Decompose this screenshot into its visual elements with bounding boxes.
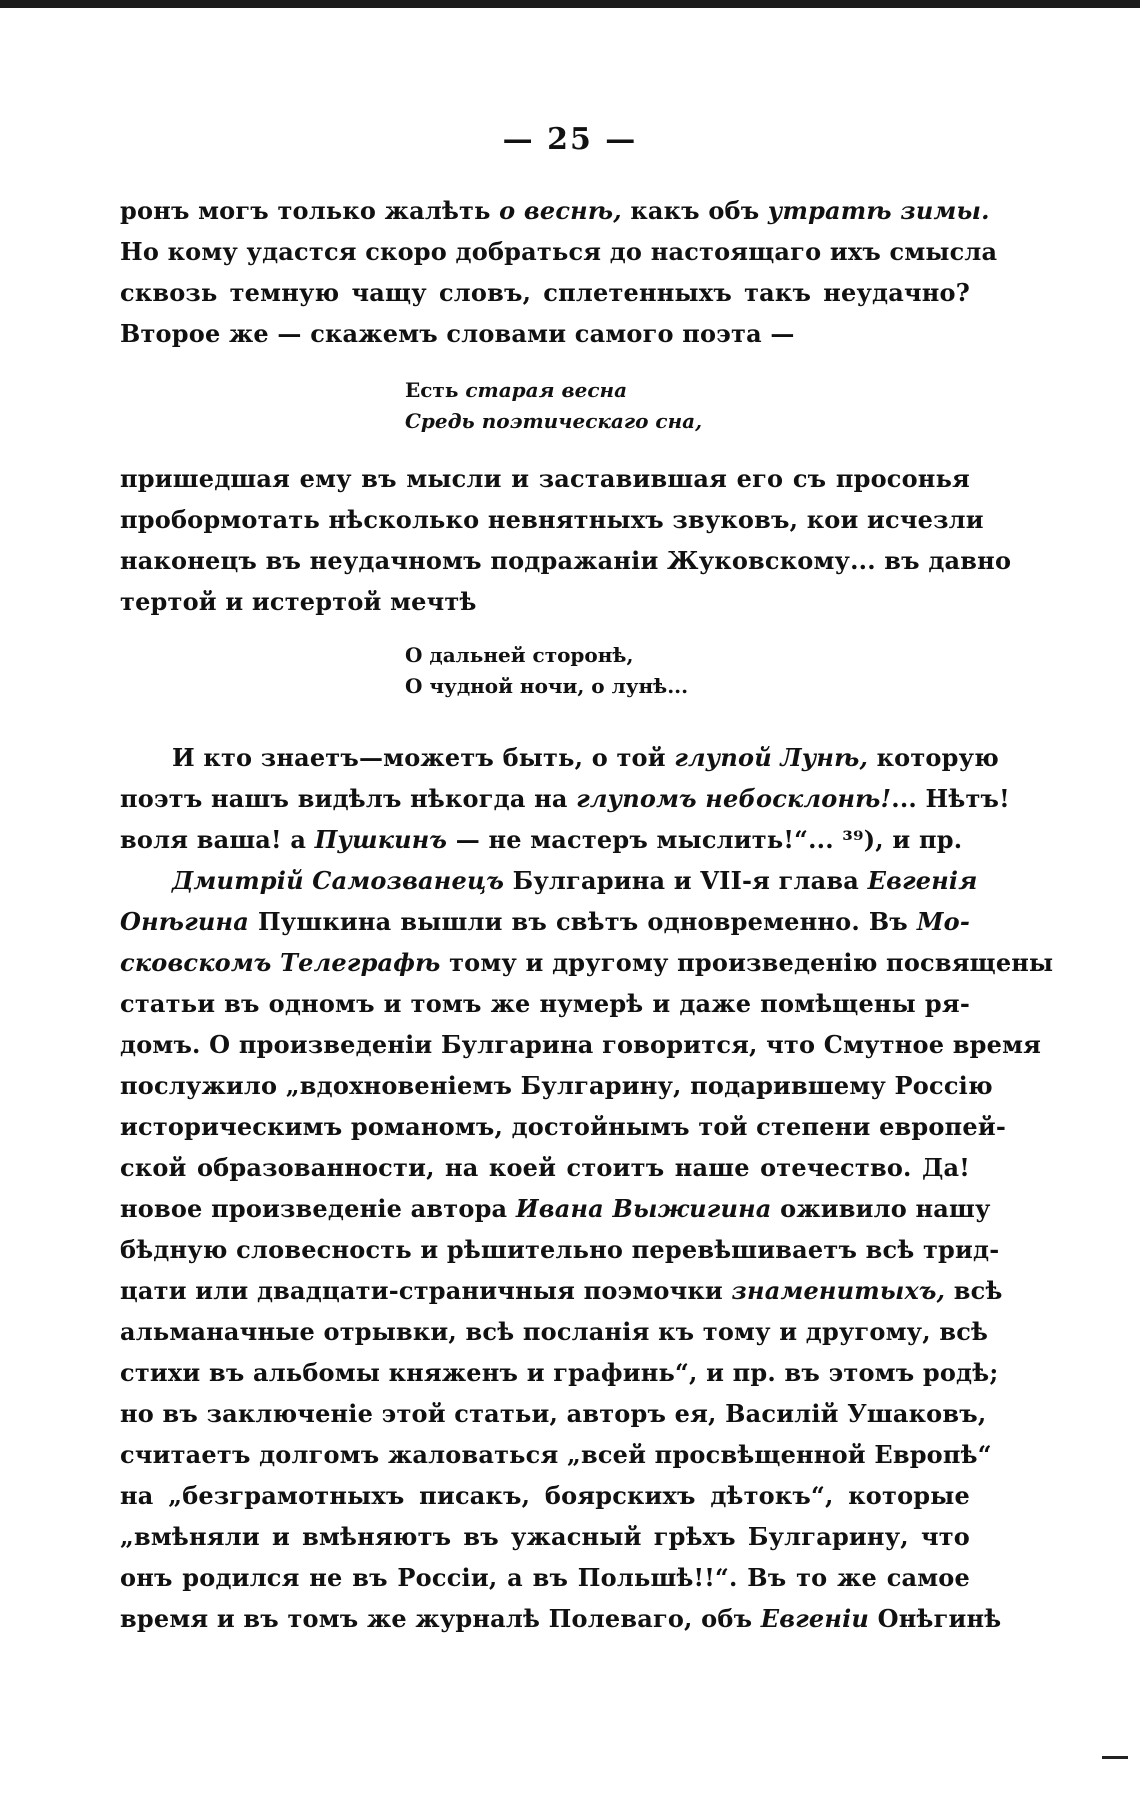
text-run: тертой и истертой мечтѣ xyxy=(120,587,477,616)
text-run: пробормотать нѣсколько невнятныхъ звуковъ, кои исчезли xyxy=(120,505,984,534)
text-run: время и въ томъ же журналѣ Полеваго, объ xyxy=(120,1604,761,1633)
text-run: послужило „вдохновеніемъ Булгарину, подарившему Россію xyxy=(120,1071,993,1100)
text-line xyxy=(120,1393,987,1434)
text-run: статьи въ одномъ и томъ же нумерѣ и даже помѣщены ря- xyxy=(120,989,970,1018)
text-line xyxy=(120,1270,1003,1311)
italic-text: Евгеніи xyxy=(760,1604,870,1633)
italic-text: старая весна xyxy=(465,378,628,402)
text-line xyxy=(120,272,970,313)
text-line xyxy=(120,1598,1002,1639)
italic-text: знаменитыхъ, xyxy=(731,1276,946,1305)
verse-line xyxy=(405,640,965,671)
text-run: наконецъ въ неудачномъ подражаніи Жуковскому... въ давно xyxy=(120,546,1012,575)
italic-text: Онѣгина xyxy=(120,907,249,936)
text-line xyxy=(120,458,970,499)
italic-text: Евгенія xyxy=(867,866,978,895)
text-line xyxy=(120,819,970,860)
text-line xyxy=(120,1229,1000,1270)
text-run: бѣдную словесность и рѣшительно перевѣшиваетъ всѣ трид- xyxy=(120,1235,1000,1264)
text-run: онъ родился не въ Россіи, а въ Польшѣ!!“. Въ то же самое xyxy=(120,1563,970,1592)
text-run: считаетъ долгомъ жаловаться „всей просвѣщенной Европѣ“ xyxy=(120,1440,992,1469)
text-run: Онѣгинѣ xyxy=(869,1604,1002,1633)
text-run: О чудной ночи, о лунѣ... xyxy=(405,674,689,698)
text-run: пришедшая ему въ мысли и заставившая его съ просонья xyxy=(120,464,970,493)
text-run: поэтъ нашъ видѣлъ нѣкогда на xyxy=(120,784,577,813)
italic-text: Мо- xyxy=(916,907,970,936)
text-line xyxy=(120,983,970,1024)
italic-text: Средь поэтическаго сна, xyxy=(405,409,703,433)
text-run: Второе же — скажемъ словами самого поэта — xyxy=(120,319,795,348)
verse-line xyxy=(405,671,965,702)
text-line xyxy=(120,1475,970,1516)
text-run: О дальней сторонѣ, xyxy=(405,643,634,667)
text-run: альманачные отрывки, всѣ посланія къ тому и другому, всѣ xyxy=(120,1317,989,1346)
text-run: но въ заключеніе этой статьи, авторъ ея, Василій Ушаковъ, xyxy=(120,1399,987,1428)
text-run: оживило нашу xyxy=(771,1194,991,1223)
text-line xyxy=(120,1024,1042,1065)
text-run: Булгарина и VII-я глава xyxy=(504,866,868,895)
paragraph-1 xyxy=(120,190,998,354)
margin-mark xyxy=(1102,1756,1128,1759)
paragraph-2 xyxy=(120,458,1012,622)
text-line xyxy=(120,231,998,272)
text-run: воля ваша! а xyxy=(120,825,315,854)
text-run: на „безграмотныхъ писакъ, боярскихъ дѣтокъ“, которые xyxy=(120,1481,970,1510)
text-line xyxy=(120,1147,970,1188)
italic-text: Ивана Выжигина xyxy=(515,1194,772,1223)
text-line xyxy=(120,1311,989,1352)
text-run: ронъ могъ только жалѣть xyxy=(120,196,500,225)
text-run: всѣ xyxy=(945,1276,1003,1305)
paragraph-4 xyxy=(120,860,1054,1639)
page-edge xyxy=(0,0,1140,8)
page-number: — 25 — xyxy=(502,122,638,157)
text-run: домъ. О произведеніи Булгарина говорится, что Смутное время xyxy=(120,1030,1042,1059)
italic-text: Дмитрій Самозванецъ xyxy=(172,866,505,895)
text-run: Пушкина вышли въ свѣтъ одновременно. Въ xyxy=(249,907,917,936)
text-line xyxy=(120,860,978,901)
italic-text: глупой Лунѣ, xyxy=(674,743,869,772)
text-line xyxy=(120,778,1010,819)
text-line xyxy=(120,737,999,778)
text-run: Но кому удастся скоро добраться до настоящаго ихъ смысла xyxy=(120,237,998,266)
text-run: ской образованности, на коей стоитъ наше отечество. Да! xyxy=(120,1153,970,1182)
verse-2 xyxy=(405,640,965,702)
text-line xyxy=(120,1065,993,1106)
text-line xyxy=(120,540,1012,581)
verse-line xyxy=(405,375,965,406)
text-run: И кто знаетъ—можетъ быть, о той xyxy=(172,743,675,772)
text-run: ... Нѣтъ! xyxy=(891,784,1010,813)
verse-line xyxy=(405,406,965,437)
text-line xyxy=(120,499,984,540)
text-run: сквозь темную чащу словъ, сплетенныхъ такъ неудачно? xyxy=(120,278,970,307)
text-line xyxy=(120,942,1054,983)
text-line xyxy=(120,1434,992,1475)
text-run: „вмѣняли и вмѣняютъ въ ужасный грѣхъ Булгарину, что xyxy=(120,1522,970,1551)
italic-text: Пушкинъ xyxy=(314,825,448,854)
text-run: которую xyxy=(868,743,999,772)
text-run: стихи въ альбомы княженъ и графинь“, и пр. въ этомъ родѣ; xyxy=(120,1358,999,1387)
text-line xyxy=(120,1557,970,1598)
text-line xyxy=(120,190,990,231)
text-line xyxy=(120,901,970,942)
text-run: — не мастеръ мыслить!“... ³⁹), и пр. xyxy=(447,825,963,854)
text-run: историческимъ романомъ, достойнымъ той степени европей- xyxy=(120,1112,1007,1141)
italic-text: сковскомъ Телеграфѣ xyxy=(120,948,441,977)
text-line xyxy=(120,1352,999,1393)
text-run: тому и другому произведенію посвящены xyxy=(440,948,1054,977)
text-line xyxy=(120,1106,1007,1147)
text-run: Есть xyxy=(405,378,466,402)
italic-text: о веснѣ, xyxy=(499,196,622,225)
verse-1 xyxy=(405,375,965,437)
text-line xyxy=(120,1516,970,1557)
paragraph-3 xyxy=(120,737,1010,860)
text-run: цати или двадцати-страничныя поэмочки xyxy=(120,1276,732,1305)
text-line xyxy=(120,313,970,354)
text-line xyxy=(120,1188,991,1229)
text-run: новое произведеніе автора xyxy=(120,1194,516,1223)
italic-text: глупомъ небосклонѣ! xyxy=(576,784,892,813)
italic-text: утратѣ зимы. xyxy=(767,196,990,225)
text-run: какъ объ xyxy=(621,196,768,225)
text-line xyxy=(120,581,970,622)
